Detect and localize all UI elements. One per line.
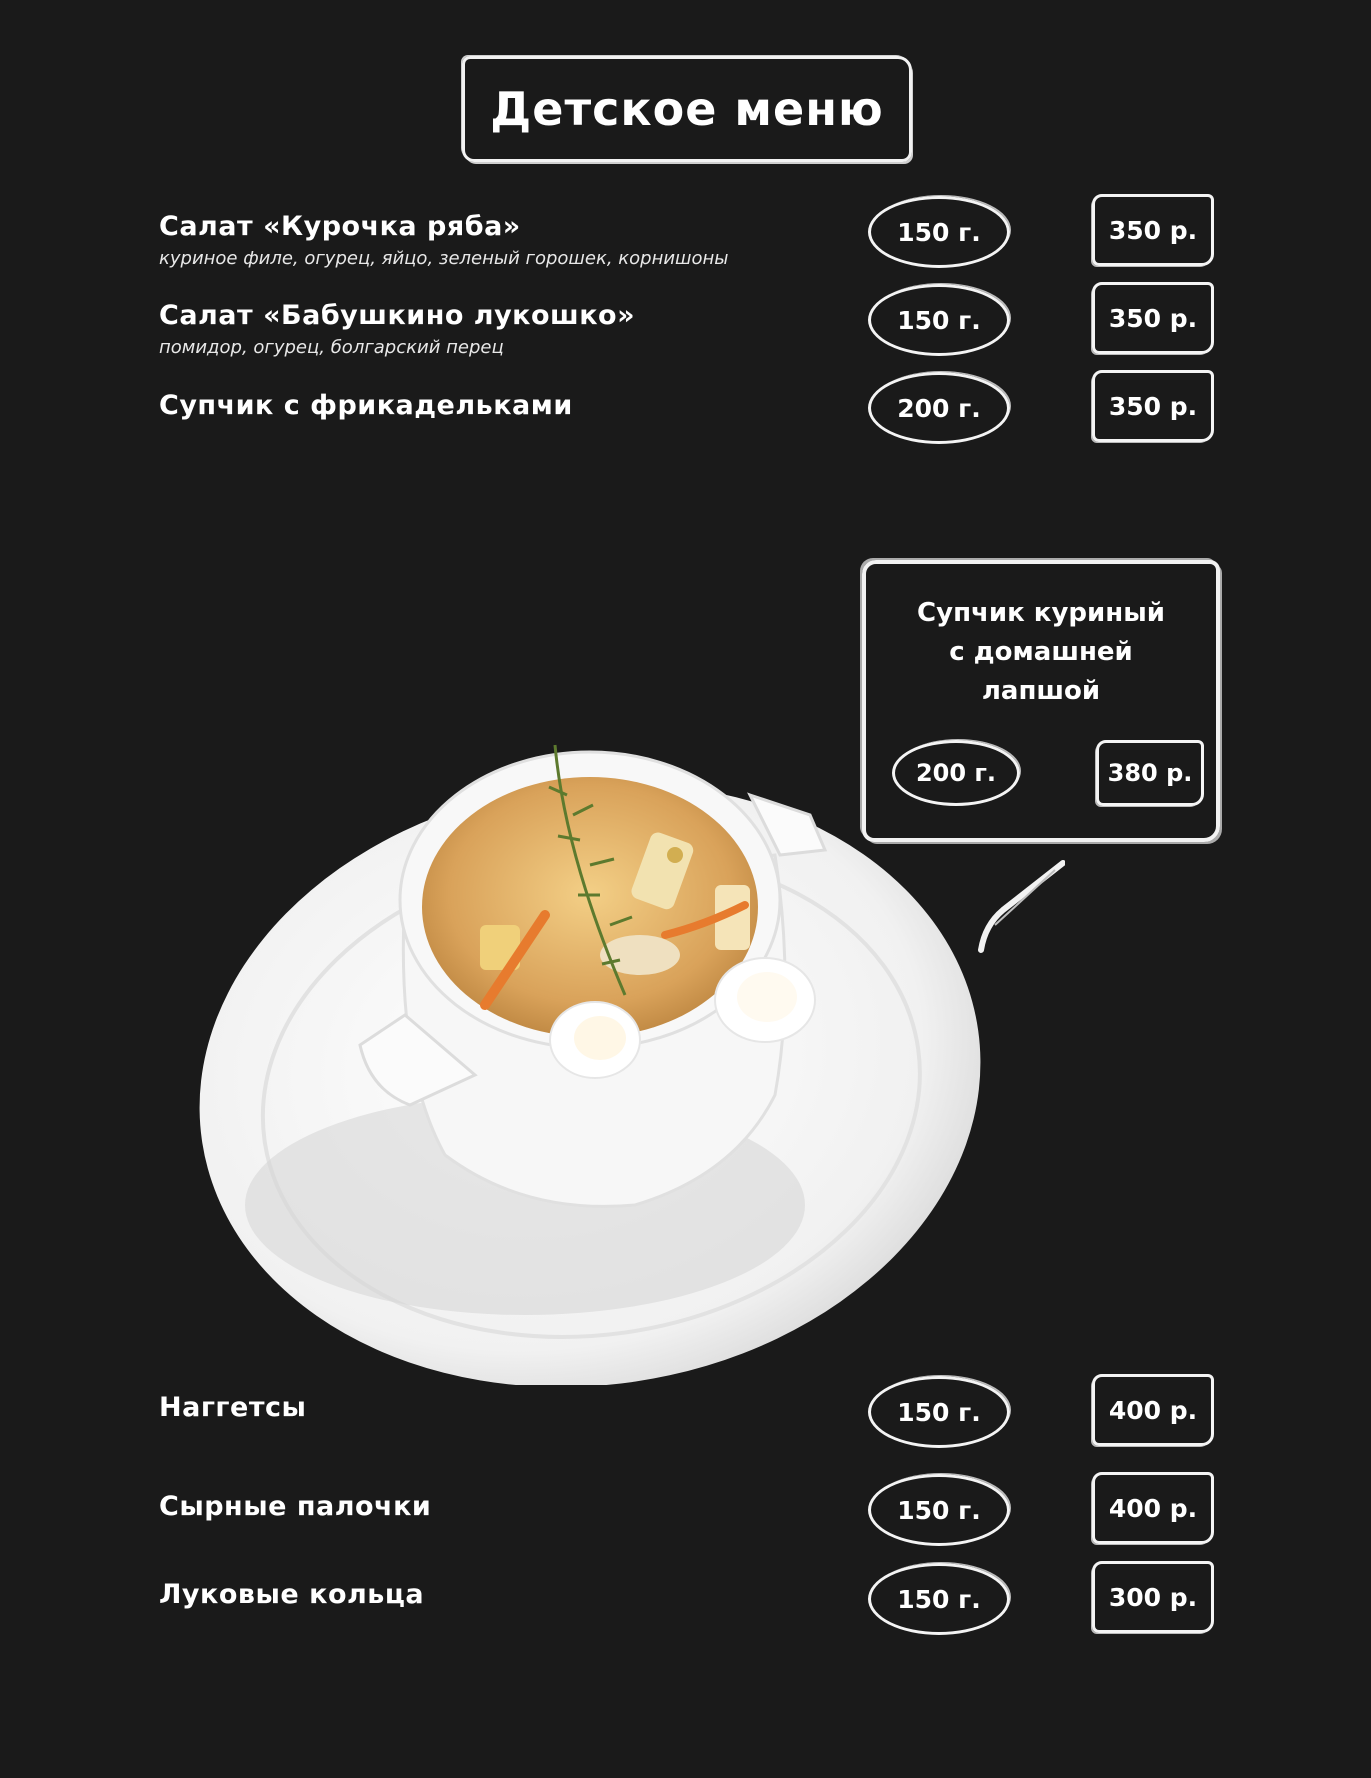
weight-badge: 200 г. <box>868 372 1010 444</box>
featured-dish-bubble <box>862 560 1220 842</box>
weight-badge: 150 г. <box>868 1474 1010 1546</box>
weight-badge: 150 г. <box>868 1376 1010 1448</box>
bubble-tail <box>975 855 1065 955</box>
menu-item-name: Супчик с фрикадельками <box>159 390 573 421</box>
featured-title-line: лапшой <box>981 676 1101 706</box>
weight-badge: 150 г. <box>868 284 1010 356</box>
price-badge: 300 р. <box>1092 1561 1214 1633</box>
menu-item-description: куриное филе, огурец, яйцо, зеленый горошек, корнишоны <box>159 248 729 269</box>
weight-badge: 150 г. <box>868 196 1010 268</box>
weight-badge: 150 г. <box>868 1563 1010 1635</box>
menu-item-description: помидор, огурец, болгарский перец <box>159 337 504 358</box>
menu-item-name: Наггетсы <box>159 1392 307 1423</box>
title-frame <box>462 56 912 162</box>
price-badge: 380 р. <box>1096 740 1204 806</box>
price-badge: 350 р. <box>1092 282 1214 354</box>
page-title: Детское меню <box>490 82 884 136</box>
price-badge: 350 р. <box>1092 194 1214 266</box>
price-badge: 400 р. <box>1092 1472 1214 1544</box>
weight-badge: 200 г. <box>892 740 1020 806</box>
featured-dish-title <box>866 594 1216 711</box>
featured-title-line: Супчик куриный <box>917 598 1165 628</box>
featured-title-line: с домашней <box>949 637 1133 667</box>
price-badge: 350 р. <box>1092 370 1214 442</box>
menu-item-name: Сырные палочки <box>159 1491 432 1522</box>
menu-item-name: Салат «Бабушкино лукошко» <box>159 300 636 331</box>
menu-item-name: Луковые кольца <box>159 1579 425 1610</box>
menu-item-name: Салат «Курочка ряба» <box>159 211 521 242</box>
price-badge: 400 р. <box>1092 1374 1214 1446</box>
